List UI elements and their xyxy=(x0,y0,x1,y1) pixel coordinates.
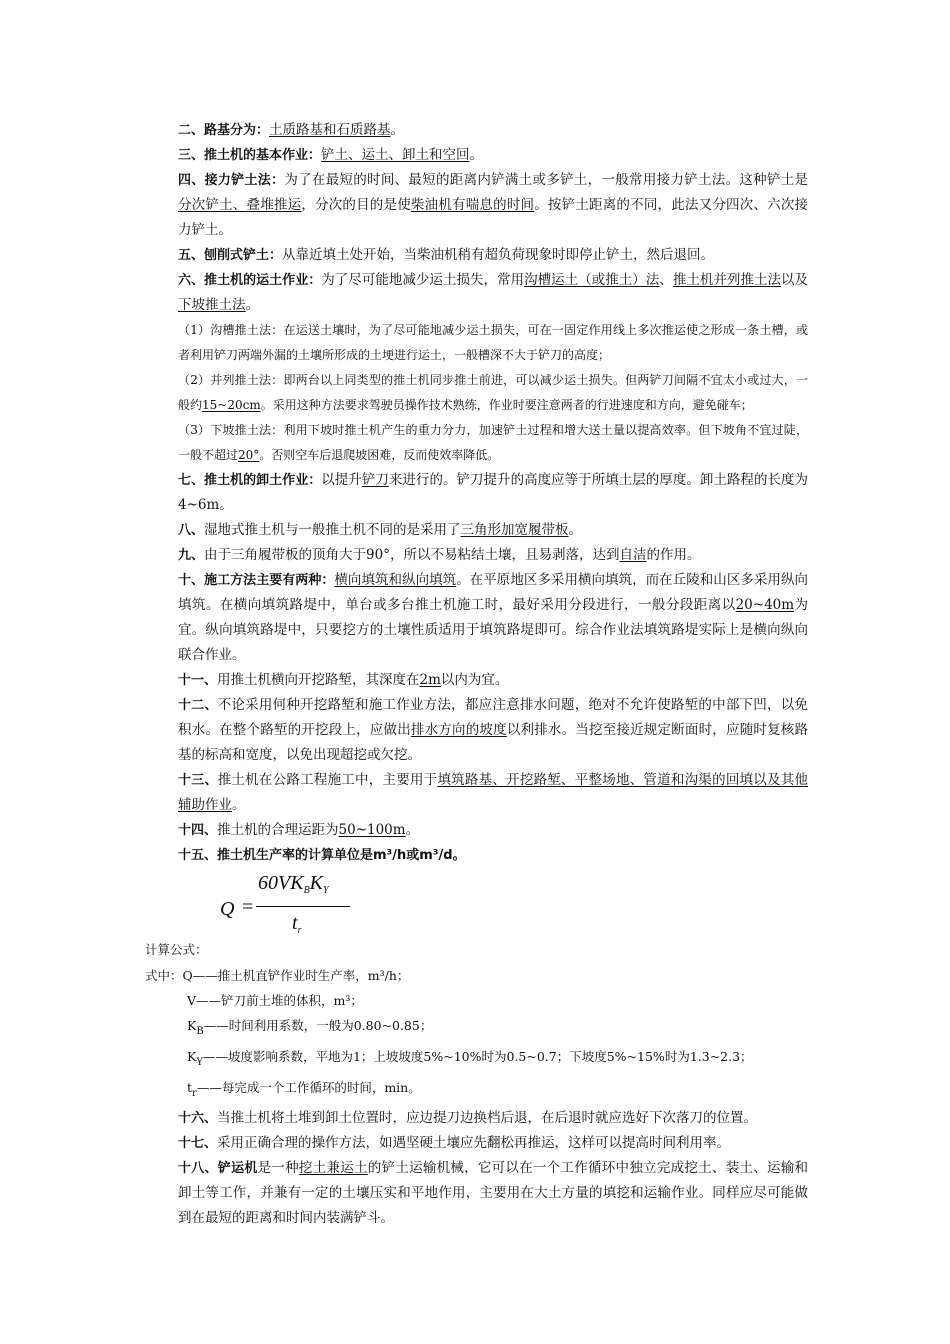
underlined-term: 横向填筑和纵向填筑 xyxy=(334,572,457,588)
text: 由于三角履带板的顶角大于90°，所以不易粘结土壤，且易剥落，达到 xyxy=(204,547,620,563)
paragraph-8 xyxy=(178,518,808,543)
heading: 十三、 xyxy=(178,773,218,788)
paragraph-4 xyxy=(178,168,808,243)
text: 当推土机将土堆到卸土位置时，应边提刀边换档后退，在后退时就应选好下次落刀的位置。 xyxy=(217,1110,758,1126)
formula-sub-r: r xyxy=(297,925,302,936)
formula-equals: = xyxy=(242,896,254,918)
formula-definitions xyxy=(145,963,808,1106)
text: 。按铲土距离的不同，此法又分四次、六次接力铲土。 xyxy=(178,197,809,238)
heading: 十二、 xyxy=(178,698,218,713)
formula-denominator xyxy=(292,912,301,936)
heading: 十四、 xyxy=(178,823,218,838)
definition-v xyxy=(145,988,808,1013)
text: 采用正确合理的操作方法，如遇坚硬土壤应先翻松再推运，这样可以提高时间利用率。 xyxy=(217,1135,731,1151)
formula-num-text: 60VK xyxy=(258,872,304,894)
heading: 七、推土机的卸土作业： xyxy=(178,473,322,488)
text: 。否则空车后退爬坡困难，反而使效率降低。 xyxy=(259,448,500,462)
paragraph-9 xyxy=(178,543,808,568)
text: 。采用这种方法要求驾驶员操作技术熟练，作业时要注意两者的行进速度和方向，避免碰车； xyxy=(260,398,753,412)
heading: 十七、 xyxy=(178,1136,218,1151)
text: 湿地式推土机与一般推土机不同的是采用了 xyxy=(204,522,461,538)
text: 的铲土运输机械，它可以在一个工作循环中独立完成挖土、装土、运输和卸土等工作，并兼有一定的土壤压实和平地作用，主要用在大土方量的填挖和运输作业。同样应尽可能做到在最短的距离和时间内装满铲斗。 xyxy=(178,1160,809,1226)
paragraph-17 xyxy=(178,1131,808,1156)
text: 。 xyxy=(232,797,246,813)
paragraph-15 xyxy=(178,843,808,868)
underlined-term: 20° xyxy=(238,448,260,462)
paragraph-11 xyxy=(178,668,808,693)
definition-q xyxy=(145,963,808,988)
paragraph-16 xyxy=(178,1106,808,1131)
underlined-term: 2m xyxy=(419,672,441,688)
text: 推土机在公路工程施工中，主要用于 xyxy=(217,772,438,788)
text: 从靠近填土处开始，当柴油机稍有超负荷现象时即停止铲土，然后退回。 xyxy=(282,247,715,263)
heading: 十六、 xyxy=(178,1111,218,1126)
formula-label: 计算公式： xyxy=(145,942,208,957)
paragraph-2 xyxy=(178,118,808,143)
text: 。 xyxy=(405,822,420,838)
formula-q: Q xyxy=(220,898,235,920)
underlined-term: 铲刀 xyxy=(361,472,389,488)
text: 来进行的。铲刀提升的高度应等于所填土层的厚度。卸土路程的长度为4~6m。 xyxy=(178,472,809,513)
text: ，分次的目的是使 xyxy=(301,197,411,213)
heading: 十八、铲运机 xyxy=(178,1161,258,1176)
paragraph-6-2 xyxy=(178,368,808,418)
underlined-term: 推土机并列推土法 xyxy=(672,272,781,288)
paragraph-18 xyxy=(178,1156,808,1231)
text: （1）沟槽推土法：在运送土壤时，为了尽可能地减少运土损失，可在一固定作用线上多次推运使之形成一条土槽，或者利用铲刀两端外漏的土壤所形成的土埂进行运土，一般槽深不大于铲刀的高度； xyxy=(178,323,808,362)
document-body xyxy=(145,118,809,1231)
underlined-term: 15~20cm xyxy=(202,398,261,412)
definition-ky xyxy=(145,1044,808,1075)
underlined-term: 铲土、运土、卸土和空回 xyxy=(321,147,470,163)
underlined-term: 排水方向的坡度 xyxy=(410,722,507,738)
text: V——铲刀前土堆的体积，m³； xyxy=(187,993,363,1008)
text: ——时间利用系数，一般为0.80~0.85； xyxy=(203,1018,433,1033)
heading: 十一、 xyxy=(178,673,218,688)
heading: 十、施工方法主要有两种： xyxy=(178,573,335,588)
text: 推土机的合理运距为 xyxy=(217,822,339,838)
text: 。 xyxy=(390,122,405,138)
underlined-term: 沟槽运土（或推土）法 xyxy=(524,272,660,288)
paragraph-12 xyxy=(178,693,808,768)
underlined-term: 挖土兼运土 xyxy=(298,1160,368,1176)
paragraph-5 xyxy=(178,243,808,268)
text: 。 xyxy=(245,297,259,313)
text: 用推土机横向开挖路堑，其深度在 xyxy=(217,672,420,688)
underlined-term: 自洁 xyxy=(619,547,647,563)
paragraph-10 xyxy=(178,568,808,668)
subscript: B xyxy=(196,1026,204,1037)
text: 。 xyxy=(469,147,484,163)
definition-tr xyxy=(145,1075,808,1106)
text: 为了尽可能地减少运土损失，常用 xyxy=(321,272,525,288)
text: 以提升 xyxy=(321,472,362,488)
heading: 六、推土机的运土作业： xyxy=(178,273,322,288)
underlined-term: 柴油机有喘息的时间 xyxy=(410,197,535,213)
text: （3）下坡推土法：利用下坡时推土机产生的重力分力，加速铲土过程和增大送土量以提高效率。但下坡角不宜过陡，一般不超过 xyxy=(178,423,808,462)
text: K xyxy=(187,1049,197,1064)
underlined-term: 分次铲土、叠堆推运 xyxy=(178,197,302,213)
paragraph-7 xyxy=(178,468,808,518)
paragraph-13 xyxy=(178,768,808,818)
formula-sub-y: Y xyxy=(323,885,329,896)
formula-sub-b: B xyxy=(303,885,310,896)
text: 以利排水。当挖至接近规定断面时，应随时复核路基的标高和宽度，以免出现超挖或欠挖。 xyxy=(178,722,809,763)
heading: 四、接力铲土法： xyxy=(178,173,285,188)
subscript: Y xyxy=(196,1057,203,1068)
paragraph-14 xyxy=(178,818,808,843)
text: 。在平原地区多采用横向填筑，而在丘陵和山区多采用纵向填筑。在横向填筑路堤中，单台或多台推土机施工时，最好采用分段进行，一般分段距离以 xyxy=(178,572,808,613)
formula-block xyxy=(145,868,808,963)
underlined-term: 三角形加宽履带板 xyxy=(460,522,569,538)
text: 为了在最短的时间、最短的距离内铲满土或多铲土，一般常用接力铲土法。这种铲土是 xyxy=(284,172,808,188)
heading: 十五、推土机生产率的计算单位是m³/h或m³/d。 xyxy=(178,848,466,863)
definition-kb xyxy=(145,1013,808,1044)
paragraph-6-3 xyxy=(178,418,808,468)
text: 。 xyxy=(568,522,583,538)
heading: 二、路基分为： xyxy=(178,123,270,138)
text: 、 xyxy=(659,272,673,288)
heading: 八、 xyxy=(178,523,205,538)
fraction-bar xyxy=(256,906,350,907)
text: （2）并列推土法：即两台以上同类型的推土机同步推土前进，可以减少运土损失。但两铲刀间隔不宜太小或过大，一般约 xyxy=(178,373,808,412)
formula-numerator xyxy=(258,872,329,896)
formula-t: t xyxy=(292,912,298,934)
text: 以及 xyxy=(781,272,809,288)
subscript: r xyxy=(192,1088,197,1099)
text: 以内为宜。 xyxy=(440,672,509,688)
heading: 九、 xyxy=(178,548,205,563)
text: ——每完成一个工作循环的时间，min。 xyxy=(196,1080,421,1095)
paragraph-6 xyxy=(178,268,808,318)
formula-k: K xyxy=(309,872,324,894)
text: K xyxy=(187,1018,197,1033)
underlined-term: 20~40m xyxy=(735,597,795,613)
text: 为宜。纵向填筑路堤中，只要挖方的土壤性质适用于填筑路堤即可。综合作业法填筑路堤实际上是横向纵向联合作业。 xyxy=(178,597,809,663)
heading: 五、刨削式铲土： xyxy=(178,248,283,263)
heading: 三、推土机的基本作业： xyxy=(178,148,322,163)
text: 的作用。 xyxy=(646,547,701,563)
underlined-term: 填筑路基、开挖路堑、平整场地、管道和沟渠的回填以及其他辅助作业 xyxy=(178,772,808,813)
text: t xyxy=(187,1080,193,1095)
text: ——坡度影响系数，平地为1；上坡坡度5%~10%时为0.5~0.7；下坡度5%~15%时为1.3~2.3； xyxy=(202,1049,753,1064)
underlined-term: 下坡推土法 xyxy=(178,297,246,313)
text: 不论采用何种开挖路堑和施工作业方法，都应注意排水问题，绝对不允许使路堑的中部下凹，以免积水。在整个路堑的开挖段上，应做出 xyxy=(178,697,808,738)
paragraph-6-1 xyxy=(178,318,808,368)
text: 是一种 xyxy=(257,1160,299,1176)
underlined-term: 50~100m xyxy=(338,822,406,838)
underlined-term: 土质路基和石质路基 xyxy=(269,122,391,138)
text: 式中：Q——推土机直铲作业时生产率，m³/h； xyxy=(145,968,410,983)
paragraph-3 xyxy=(178,143,808,168)
